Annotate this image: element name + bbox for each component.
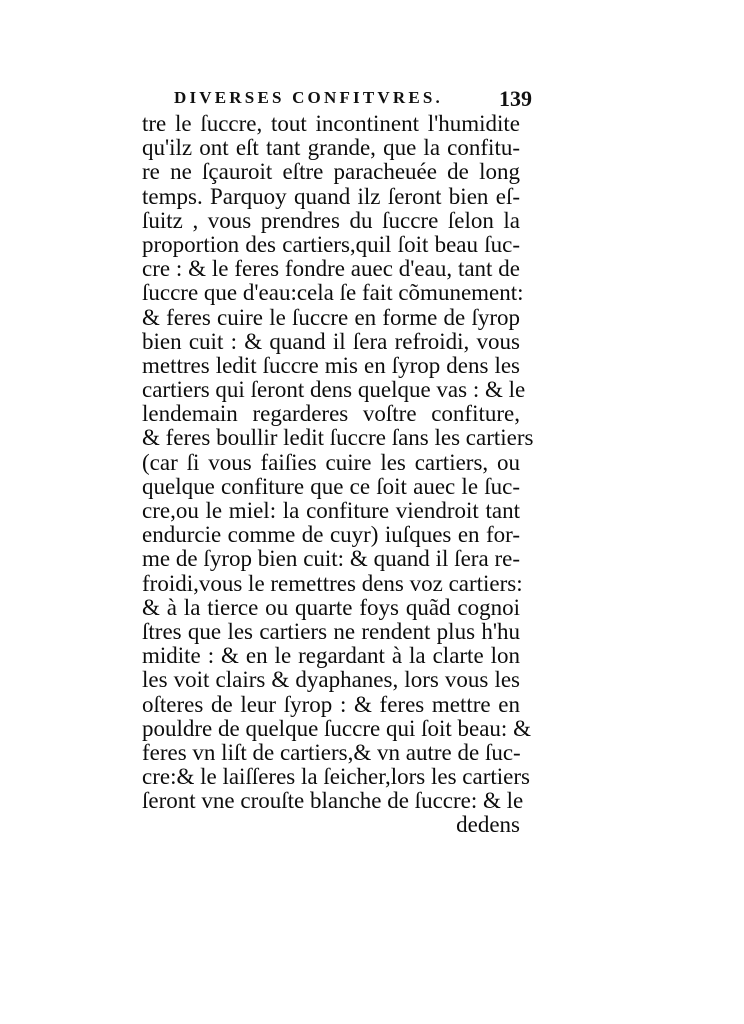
text-line: quelque confiture que ce ſoit auec le ſuc- — [142, 473, 520, 499]
running-title: DIVERSES CONFITVRES. — [174, 88, 443, 107]
text-line: les voit clairs & dyaphanes, lors vous les — [142, 667, 520, 693]
text-line: & à la tierce ou quarte foys quãd cognoi — [142, 594, 520, 620]
text-line: proportion des cartiers,quil ſoit beau ſuc- — [142, 231, 520, 257]
text-line: lendemain regarderes voſtre confiture, — [142, 401, 520, 427]
text-line: froidi,vous le remettres dens voz cartiers: — [142, 570, 523, 596]
text-line: temps. Parquoy quand ilz ſeront bien eſ- — [142, 183, 520, 209]
text-line: midite : & en le regardant à la clarte lon — [142, 643, 520, 669]
body-text — [142, 111, 534, 838]
text-line: cre : & le feres fondre auec d'eau, tant de — [142, 256, 520, 282]
text-line: tre le ſuccre, tout incontinent l'humidite — [142, 111, 520, 136]
text-line: re ne ſçauroit eſtre paracheuée de long — [142, 159, 520, 185]
text-line: (car ſi vous faiſies cuire les cartiers, ou — [142, 449, 520, 475]
text-line: qu'ilz ont eſt tant grande, que la confitu- — [142, 135, 520, 161]
catchword: dedens — [456, 812, 520, 838]
text-line: cre:& le laiſſeres la ſeicher,lors les cartiers — [142, 764, 530, 790]
text-line: ſtres que les cartiers ne rendent plus h'hu — [142, 618, 520, 644]
text-line: ſuitz , vous prendres du ſuccre ſelon la — [142, 207, 520, 233]
text-line: mettres ledit ſuccre mis en ſyrop dens les — [142, 352, 520, 378]
text-line: oſteres de leur ſyrop : & feres mettre en — [142, 691, 520, 717]
page-number: 139 — [499, 86, 532, 111]
text-line: & feres boullir ledit ſuccre ſans les cartiers — [142, 425, 534, 451]
text-line: me de ſyrop bien cuit: & quand il ſera re- — [142, 546, 520, 572]
text-line: ſeront vne crouſte blanche de ſuccre: & le — [142, 788, 524, 814]
text-line: & feres cuire le ſuccre en forme de ſyrop — [142, 304, 520, 330]
text-line: endurcie comme de cuyr) iuſques en for- — [142, 522, 520, 548]
text-line: ſuccre que d'eau:cela ſe fait cõmunement: — [142, 280, 524, 306]
text-line: cartiers qui ſeront dens quelque vas : & le — [142, 377, 526, 403]
text-line: cre,ou le miel: la confiture viendroit tant — [142, 498, 520, 523]
text-line: bien cuit : & quand il ſera refroidi, vous — [142, 328, 520, 354]
text-line: feres vn liſt de cartiers,& vn autre de ſuc- — [142, 739, 521, 765]
text-line: pouldre de quelque ſuccre qui ſoit beau: & — [142, 715, 531, 741]
